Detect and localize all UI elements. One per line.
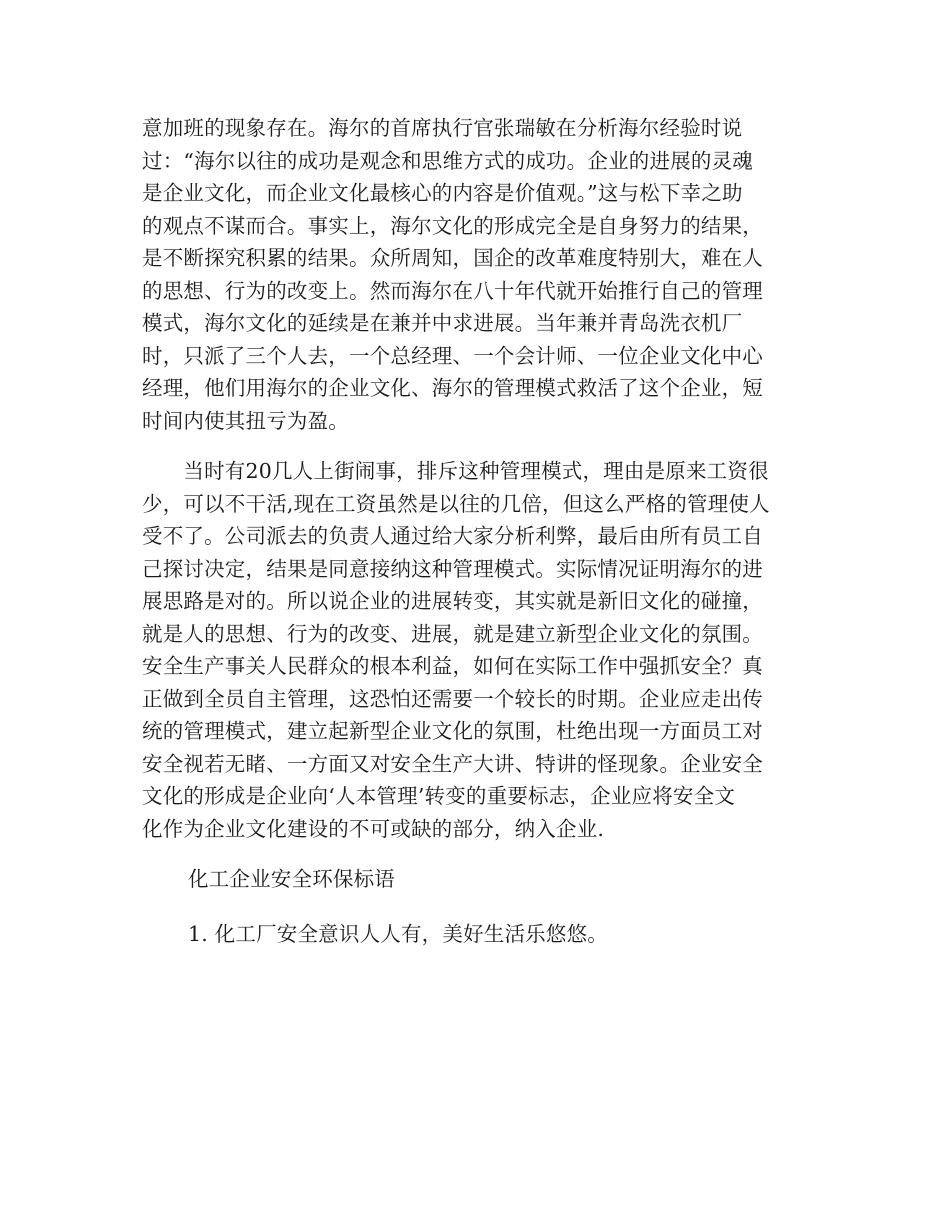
text-line: 时，只派了三个人去，一个总经理、一个会计师、一位企业文化中心: [142, 343, 763, 368]
text-line: 就是人的思想、行为的改变、进展，就是建立新型企业文化的氛围。: [142, 621, 763, 646]
slogan-item: 1. 化工厂安全意识人人有，美好生活乐悠悠。: [188, 921, 608, 946]
text-line: 是企业文化，而企业文化最核心的内容是价值观。”这与松下幸之助: [142, 181, 743, 205]
text-line: 统的管理模式，建立起新型企业文化的氛围，杜绝出现一方面员工对: [142, 719, 763, 743]
text-line: 当时有20几人上街闹事，排斥这种管理模式，理由是原来工资很: [142, 459, 769, 483]
text-line: 文化的形成是企业向‘人本管理’转变的重要标志，企业应将安全文: [142, 784, 736, 808]
paragraph-haier-culture: [142, 112, 802, 437]
text-line: 安全视若无睹、一方面又对安全生产大讲、特讲的怪现象。企业安全: [142, 751, 763, 776]
text-line: 意加班的现象存在。海尔的首席执行官张瑞敏在分析海尔经验时说: [142, 116, 743, 140]
text-line: 己探讨决定，结果是同意接纳这种管理模式。实际情况证明海尔的进: [142, 556, 763, 581]
text-line: 正做到全员自主管理，这恐怕还需要一个较长的时期。企业应走出传: [142, 686, 763, 711]
text-line: 是不断探究积累的结果。众所周知，国企的改革难度特别大，难在人: [142, 246, 763, 270]
text-line: 模式，海尔文化的延续是在兼并中求进展。当年兼并青岛洗衣机厂: [142, 311, 743, 335]
text-line: 展思路是对的。所以说企业的进展转变，其实就是新旧文化的碰撞，: [142, 589, 763, 613]
text-line: 少，可以不干活,现在工资虽然是以往的几倍，但这么严格的管理使人: [142, 491, 770, 516]
section-heading: 化工企业安全环保标语: [188, 867, 395, 891]
document-body: [142, 112, 802, 950]
text-line: 过：“海尔以往的成功是观念和思维方式的成功。企业的进展的灵魂: [142, 148, 753, 173]
text-line: 时间内使其扭亏为盈。: [142, 408, 349, 433]
text-line: 的思想、行为的改变上。然而海尔在八十年代就开始推行自己的管理: [142, 278, 763, 303]
text-line: 经理，他们用海尔的企业文化、海尔的管理模式救活了这个企业，短: [142, 376, 763, 400]
text-line: 化作为企业文化建设的不可或缺的部分，纳入企业.: [142, 816, 605, 841]
text-line: 安全生产事关人民群众的根本利益，如何在实际工作中强抓安全？真: [142, 654, 763, 678]
text-line: 受不了。公司派去的负责人通过给大家分析利弊，最后由所有员工自: [142, 524, 763, 548]
paragraph-management-safety: [142, 455, 802, 845]
text-line: 的观点不谋而合。事实上，海尔文化的形成完全是自身努力的结果，: [142, 213, 763, 238]
